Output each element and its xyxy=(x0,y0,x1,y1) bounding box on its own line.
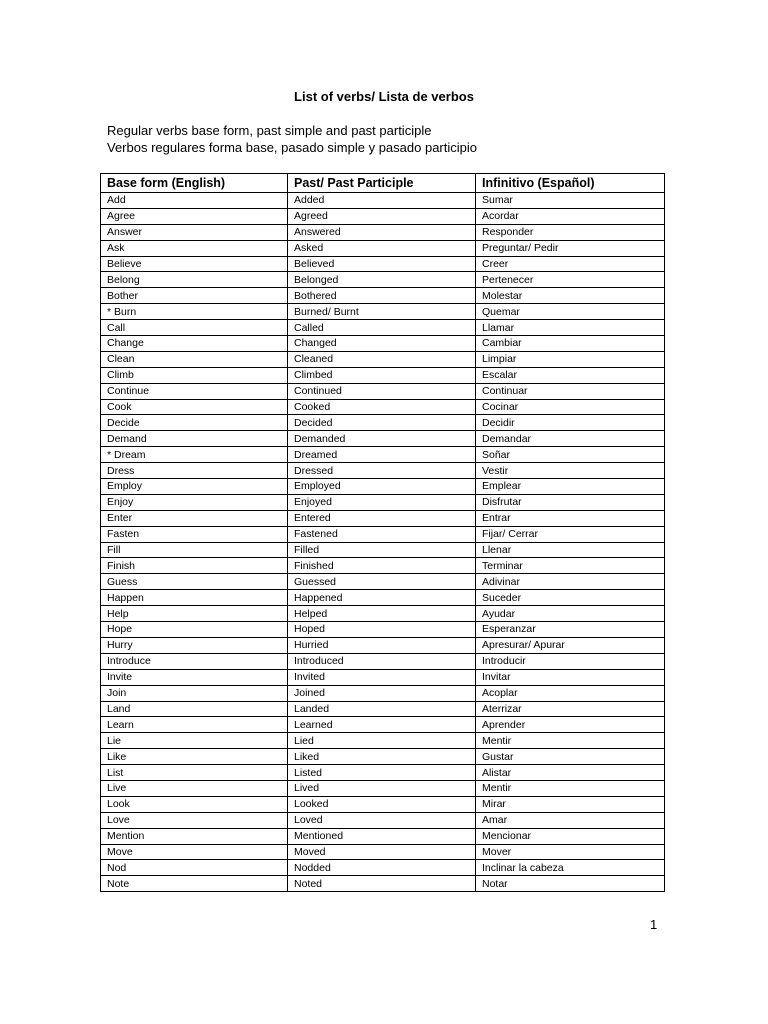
table-row xyxy=(101,749,665,765)
cell-infinitivo: Decidir xyxy=(476,415,665,431)
table-row xyxy=(101,383,665,399)
cell-infinitivo: Pertenecer xyxy=(476,272,665,288)
cell-past-participle: Belonged xyxy=(288,272,476,288)
cell-past-participle: Climbed xyxy=(288,367,476,383)
cell-base-form: Believe xyxy=(101,256,288,272)
cell-base-form: Enjoy xyxy=(101,494,288,510)
cell-past-participle: Continued xyxy=(288,383,476,399)
cell-past-participle: Bothered xyxy=(288,288,476,304)
cell-base-form: Look xyxy=(101,796,288,812)
cell-base-form: Learn xyxy=(101,717,288,733)
cell-past-participle: Answered xyxy=(288,224,476,240)
cell-base-form: Change xyxy=(101,336,288,352)
cell-past-participle: Mentioned xyxy=(288,828,476,844)
cell-infinitivo: Vestir xyxy=(476,463,665,479)
table-row xyxy=(101,717,665,733)
cell-base-form: Hurry xyxy=(101,637,288,653)
cell-infinitivo: Notar xyxy=(476,876,665,892)
cell-past-participle: Burned/ Burnt xyxy=(288,304,476,320)
cell-infinitivo: Molestar xyxy=(476,288,665,304)
cell-past-participle: Dreamed xyxy=(288,447,476,463)
table-row xyxy=(101,304,665,320)
cell-infinitivo: Entrar xyxy=(476,510,665,526)
table-row xyxy=(101,860,665,876)
cell-past-participle: Landed xyxy=(288,701,476,717)
table-row xyxy=(101,351,665,367)
table-row xyxy=(101,685,665,701)
page-number: 1 xyxy=(650,917,658,932)
table-row xyxy=(101,606,665,622)
cell-past-participle: Finished xyxy=(288,558,476,574)
cell-past-participle: Hurried xyxy=(288,637,476,653)
table-row xyxy=(101,542,665,558)
cell-past-participle: Loved xyxy=(288,812,476,828)
cell-past-participle: Decided xyxy=(288,415,476,431)
cell-infinitivo: Apresurar/ Apurar xyxy=(476,637,665,653)
document-title: List of verbs/ Lista de verbos xyxy=(294,89,474,104)
table-row xyxy=(101,288,665,304)
table-row xyxy=(101,494,665,510)
cell-infinitivo: Demandar xyxy=(476,431,665,447)
cell-base-form: Invite xyxy=(101,669,288,685)
cell-base-form: Finish xyxy=(101,558,288,574)
cell-past-participle: Invited xyxy=(288,669,476,685)
table-row xyxy=(101,669,665,685)
cell-base-form: Agree xyxy=(101,208,288,224)
cell-base-form: Fill xyxy=(101,542,288,558)
cell-base-form: Lie xyxy=(101,733,288,749)
cell-infinitivo: Aprender xyxy=(476,717,665,733)
cell-infinitivo: Esperanzar xyxy=(476,622,665,638)
table-row xyxy=(101,653,665,669)
cell-past-participle: Listed xyxy=(288,765,476,781)
cell-past-participle: Called xyxy=(288,320,476,336)
cell-infinitivo: Disfrutar xyxy=(476,494,665,510)
table-row xyxy=(101,320,665,336)
cell-past-participle: Dressed xyxy=(288,463,476,479)
cell-base-form: Love xyxy=(101,812,288,828)
table-row xyxy=(101,336,665,352)
cell-infinitivo: Responder xyxy=(476,224,665,240)
cell-base-form: Happen xyxy=(101,590,288,606)
cell-base-form: Call xyxy=(101,320,288,336)
cell-infinitivo: Adivinar xyxy=(476,574,665,590)
header-past-participle: Past/ Past Participle xyxy=(288,174,476,193)
cell-infinitivo: Continuar xyxy=(476,383,665,399)
cell-infinitivo: Aterrizar xyxy=(476,701,665,717)
cell-past-participle: Helped xyxy=(288,606,476,622)
cell-base-form: Nod xyxy=(101,860,288,876)
cell-past-participle: Joined xyxy=(288,685,476,701)
cell-infinitivo: Quemar xyxy=(476,304,665,320)
cell-past-participle: Believed xyxy=(288,256,476,272)
table-row xyxy=(101,367,665,383)
table-row xyxy=(101,463,665,479)
cell-base-form: Bother xyxy=(101,288,288,304)
cell-infinitivo: Introducir xyxy=(476,653,665,669)
cell-base-form: Note xyxy=(101,876,288,892)
table-row xyxy=(101,590,665,606)
table-row xyxy=(101,733,665,749)
cell-infinitivo: Preguntar/ Pedir xyxy=(476,240,665,256)
cell-infinitivo: Gustar xyxy=(476,749,665,765)
cell-past-participle: Asked xyxy=(288,240,476,256)
cell-base-form: Belong xyxy=(101,272,288,288)
cell-base-form: List xyxy=(101,765,288,781)
cell-infinitivo: Alistar xyxy=(476,765,665,781)
table-row xyxy=(101,208,665,224)
cell-base-form: Land xyxy=(101,701,288,717)
cell-base-form: Answer xyxy=(101,224,288,240)
cell-base-form: Climb xyxy=(101,367,288,383)
table-header-row xyxy=(101,174,665,193)
cell-past-participle: Introduced xyxy=(288,653,476,669)
cell-past-participle: Moved xyxy=(288,844,476,860)
cell-infinitivo: Terminar xyxy=(476,558,665,574)
table-row xyxy=(101,479,665,495)
table-row xyxy=(101,193,665,209)
cell-past-participle: Noted xyxy=(288,876,476,892)
cell-past-participle: Added xyxy=(288,193,476,209)
cell-past-participle: Filled xyxy=(288,542,476,558)
cell-base-form: Demand xyxy=(101,431,288,447)
cell-infinitivo: Mentir xyxy=(476,733,665,749)
header-infinitivo: Infinitivo (Español) xyxy=(476,174,665,193)
table-row xyxy=(101,701,665,717)
cell-base-form: Employ xyxy=(101,479,288,495)
header-base-form: Base form (English) xyxy=(101,174,288,193)
cell-base-form: Like xyxy=(101,749,288,765)
cell-base-form: Dress xyxy=(101,463,288,479)
cell-past-participle: Guessed xyxy=(288,574,476,590)
table-row xyxy=(101,876,665,892)
table-row xyxy=(101,574,665,590)
cell-base-form: Guess xyxy=(101,574,288,590)
cell-infinitivo: Mover xyxy=(476,844,665,860)
cell-past-participle: Happened xyxy=(288,590,476,606)
cell-past-participle: Entered xyxy=(288,510,476,526)
cell-infinitivo: Acordar xyxy=(476,208,665,224)
cell-past-participle: Cooked xyxy=(288,399,476,415)
cell-past-participle: Agreed xyxy=(288,208,476,224)
cell-past-participle: Lived xyxy=(288,780,476,796)
cell-base-form: Live xyxy=(101,780,288,796)
cell-base-form: Add xyxy=(101,193,288,209)
subtitle-english: Regular verbs base form, past simple and past participle xyxy=(107,123,432,138)
cell-past-participle: Fastened xyxy=(288,526,476,542)
cell-infinitivo: Mencionar xyxy=(476,828,665,844)
table-row xyxy=(101,272,665,288)
table-row xyxy=(101,812,665,828)
cell-infinitivo: Mentir xyxy=(476,780,665,796)
table-row xyxy=(101,765,665,781)
cell-infinitivo: Fijar/ Cerrar xyxy=(476,526,665,542)
table-row xyxy=(101,447,665,463)
table-row xyxy=(101,637,665,653)
cell-past-participle: Changed xyxy=(288,336,476,352)
cell-past-participle: Hoped xyxy=(288,622,476,638)
table-row xyxy=(101,415,665,431)
table-row xyxy=(101,828,665,844)
cell-base-form: Enter xyxy=(101,510,288,526)
cell-base-form: * Dream xyxy=(101,447,288,463)
cell-past-participle: Nodded xyxy=(288,860,476,876)
cell-infinitivo: Inclinar la cabeza xyxy=(476,860,665,876)
cell-infinitivo: Limpiar xyxy=(476,351,665,367)
table-row xyxy=(101,622,665,638)
cell-infinitivo: Acoplar xyxy=(476,685,665,701)
cell-infinitivo: Emplear xyxy=(476,479,665,495)
cell-infinitivo: Creer xyxy=(476,256,665,272)
cell-base-form: Fasten xyxy=(101,526,288,542)
table-row xyxy=(101,510,665,526)
cell-infinitivo: Invitar xyxy=(476,669,665,685)
cell-past-participle: Demanded xyxy=(288,431,476,447)
cell-base-form: Join xyxy=(101,685,288,701)
cell-infinitivo: Ayudar xyxy=(476,606,665,622)
cell-infinitivo: Escalar xyxy=(476,367,665,383)
cell-base-form: Ask xyxy=(101,240,288,256)
cell-infinitivo: Llenar xyxy=(476,542,665,558)
table-row xyxy=(101,558,665,574)
cell-base-form: Move xyxy=(101,844,288,860)
cell-base-form: Help xyxy=(101,606,288,622)
cell-base-form: Mention xyxy=(101,828,288,844)
cell-infinitivo: Llamar xyxy=(476,320,665,336)
table-row xyxy=(101,431,665,447)
cell-past-participle: Enjoyed xyxy=(288,494,476,510)
cell-infinitivo: Amar xyxy=(476,812,665,828)
cell-past-participle: Liked xyxy=(288,749,476,765)
cell-past-participle: Cleaned xyxy=(288,351,476,367)
cell-base-form: * Burn xyxy=(101,304,288,320)
cell-base-form: Hope xyxy=(101,622,288,638)
cell-infinitivo: Soñar xyxy=(476,447,665,463)
cell-base-form: Continue xyxy=(101,383,288,399)
cell-infinitivo: Cambiar xyxy=(476,336,665,352)
table-body xyxy=(101,193,665,892)
table-row xyxy=(101,256,665,272)
table-row xyxy=(101,399,665,415)
cell-past-participle: Employed xyxy=(288,479,476,495)
verbs-table xyxy=(100,173,665,892)
table-row xyxy=(101,526,665,542)
cell-past-participle: Looked xyxy=(288,796,476,812)
cell-infinitivo: Mirar xyxy=(476,796,665,812)
table-row xyxy=(101,844,665,860)
cell-infinitivo: Suceder xyxy=(476,590,665,606)
subtitle-spanish: Verbos regulares forma base, pasado simple y pasado participio xyxy=(107,140,477,155)
table-row xyxy=(101,780,665,796)
cell-base-form: Introduce xyxy=(101,653,288,669)
cell-infinitivo: Sumar xyxy=(476,193,665,209)
cell-base-form: Cook xyxy=(101,399,288,415)
table-row xyxy=(101,224,665,240)
cell-base-form: Decide xyxy=(101,415,288,431)
cell-infinitivo: Cocinar xyxy=(476,399,665,415)
cell-past-participle: Lied xyxy=(288,733,476,749)
table-row xyxy=(101,796,665,812)
cell-past-participle: Learned xyxy=(288,717,476,733)
cell-base-form: Clean xyxy=(101,351,288,367)
table-row xyxy=(101,240,665,256)
